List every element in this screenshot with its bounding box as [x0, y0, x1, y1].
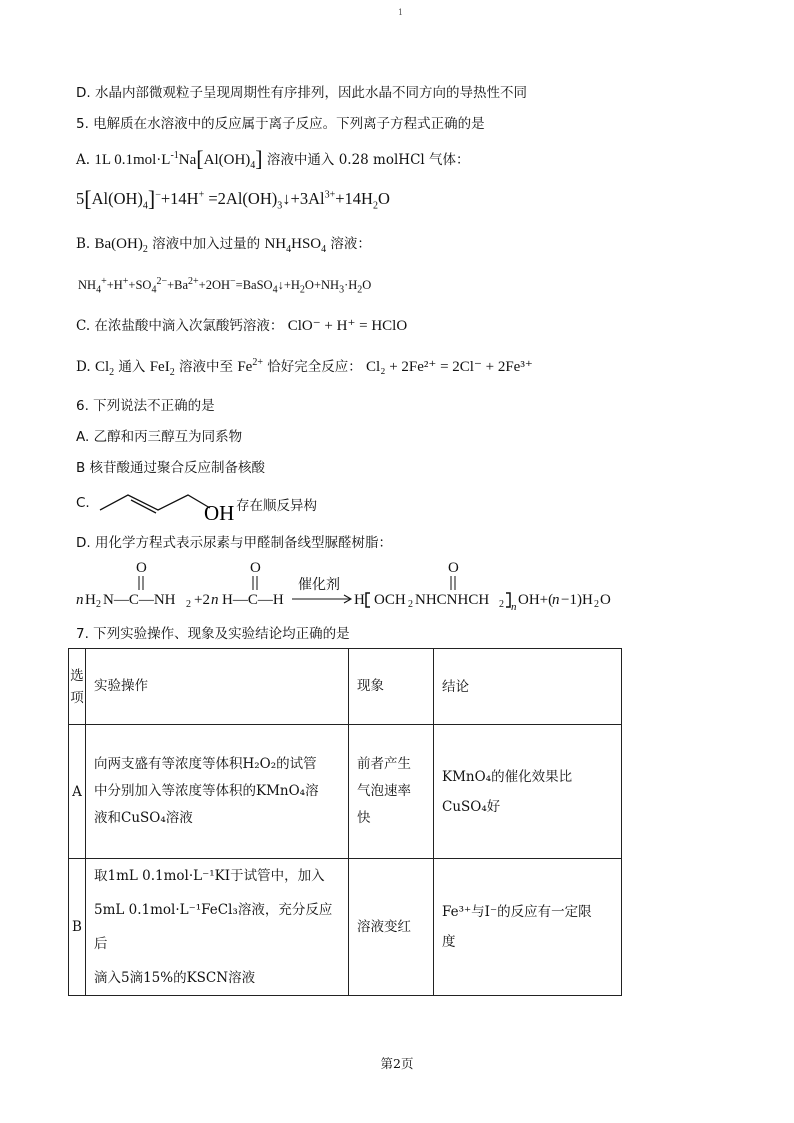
svg-text:N—C—NH: N—C—NH	[103, 592, 176, 608]
row-option: B	[69, 859, 86, 996]
svg-text:2: 2	[408, 599, 413, 610]
urea-formaldehyde-equation	[74, 555, 634, 615]
q6-option-d: D. 用化学方程式表示尿素与甲醛制备线型脲醛树脂：	[76, 535, 392, 551]
svg-text:−1)H: −1)H	[561, 592, 593, 608]
row-operation: 取1mL 0.1mol·L⁻¹KI于试管中，加入 5mL 0.1mol·L⁻¹FeCl₃溶液，充分反应后 滴入5滴15%的KSCN溶液	[86, 859, 349, 996]
svg-text:NHCNHCH: NHCNHCH	[415, 592, 490, 608]
page-number: 第2页	[380, 1056, 414, 1071]
svg-text:n: n	[211, 592, 219, 608]
svg-text:H—C—H: H—C—H	[222, 592, 284, 608]
svg-text:H: H	[354, 592, 365, 608]
svg-text:2: 2	[499, 599, 504, 610]
q5-option-a-equation: $5[Al(OH)_4]^-+14H^+$ $=2Al(OH)_3↓+3Al^{3+}+14H_2O$	[76, 186, 390, 212]
q6-stem: 6. 下列说法不正确的是	[76, 398, 215, 414]
row-phenomenon: 溶液变红	[349, 859, 434, 996]
catalyst-label: 催化剂	[298, 578, 340, 593]
oh-group-label: OH	[204, 501, 235, 522]
experiment-table	[68, 648, 622, 996]
q5-option-c: C. 在浓盐酸中滴入次氯酸钙溶液： ClO⁻ + H⁺ = HClO	[76, 318, 408, 334]
svg-text:O: O	[448, 560, 459, 576]
q4-option-d: D. 水晶内部微观粒子呈现周期性有序排列，因此水晶不同方向的导热性不同	[76, 85, 527, 101]
q7-stem: 7. 下列实验操作、现象及实验结论均正确的是	[76, 626, 350, 642]
q6-option-a: A. 乙醇和丙三醇互为同系物	[76, 429, 243, 445]
header-option: 选 项	[69, 649, 86, 725]
q5-option-d: D. $Cl_2$ 通入 FeI$_2$ 溶液中至 $Fe^{2+}$ 恰好完全反应： Cl₂ + 2Fe²⁺ = 2Cl⁻ + 2Fe³⁺	[76, 357, 533, 378]
table-row	[69, 859, 622, 996]
q5-option-a: A. 1L $0.1mol\cdot L^{-1}Na[Al(OH)_4]$ 溶液中通入 0.28 molHCl 气体：	[76, 146, 470, 171]
svg-text:OH+(: OH+(	[518, 592, 554, 608]
q5-stem: 5. 电解质在水溶液中的反应属于离子反应。下列离子方程式正确的是	[76, 116, 485, 132]
q6-option-c-label: C.	[76, 495, 90, 511]
svg-text:n: n	[552, 592, 560, 608]
svg-text:2: 2	[594, 599, 599, 610]
row-conclusion: KMnO₄的催化效果比 CuSO₄好	[434, 725, 622, 859]
q5-option-b: B. $Ba(OH)_2$ 溶液中加入过量的 $NH_4HSO_4$ 溶液：	[76, 236, 371, 255]
top-mark: 1	[398, 8, 404, 17]
row-phenomenon: 前者产生 气泡速率 快	[349, 725, 434, 859]
q6-option-c-text: 存在顺反异构	[236, 498, 317, 514]
svg-text:2: 2	[96, 599, 101, 610]
svg-text:+2: +2	[194, 592, 210, 608]
svg-text:OCH: OCH	[374, 592, 406, 608]
table-row	[69, 725, 622, 859]
butenol-skeletal-structure	[98, 488, 238, 522]
svg-text:2: 2	[186, 599, 191, 610]
svg-text:n: n	[511, 601, 517, 613]
row-option: A	[69, 725, 86, 859]
row-operation: 向两支盛有等浓度等体积H₂O₂的试管 中分别加入等浓度等体积的KMnO₄溶 液和CuSO₄溶液	[86, 725, 349, 859]
row-conclusion: Fe³⁺与I⁻的反应有一定限 度	[434, 859, 622, 996]
svg-text:n: n	[76, 592, 84, 608]
svg-text:O: O	[250, 560, 261, 576]
table-header-row	[69, 649, 622, 725]
svg-text:H: H	[85, 592, 96, 608]
q6-option-b: B 核苷酸通过聚合反应制备核酸	[76, 460, 266, 476]
q5-option-b-equation: $NH_4^++H^++SO_4^{2-}+Ba^{2+}+2OH^-=BaSO_4↓+H_2O+NH_3\cdot H_2O$	[78, 275, 372, 296]
header-phenomenon: 现象	[349, 649, 434, 725]
svg-text:O: O	[600, 592, 611, 608]
svg-text:O: O	[136, 560, 147, 576]
header-operation: 实验操作	[86, 649, 349, 725]
header-conclusion: 结论	[434, 649, 622, 725]
